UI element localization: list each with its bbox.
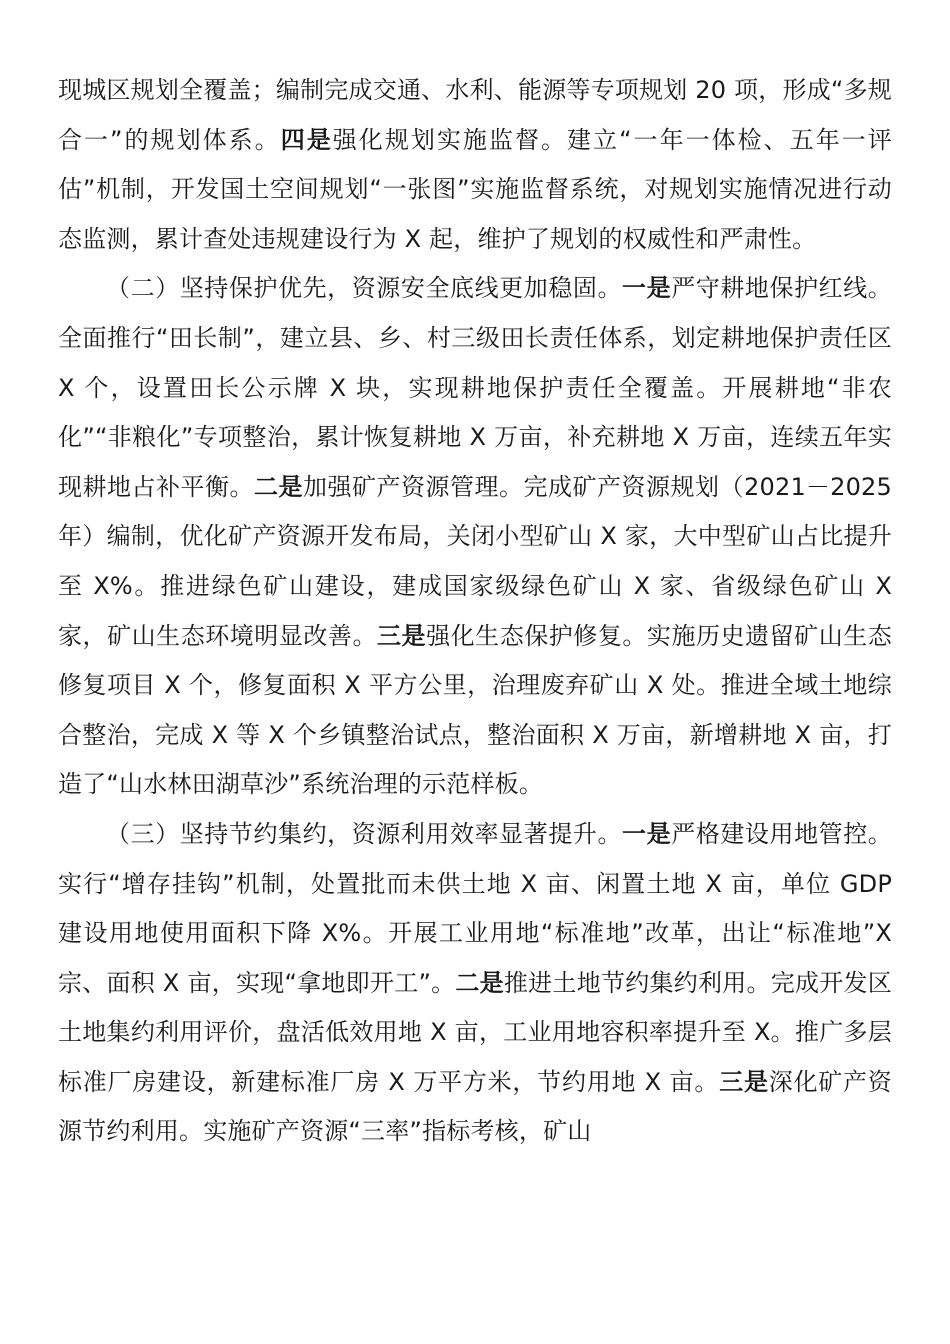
paragraph-planning-continued xyxy=(58,66,892,264)
paragraph-text: 严守耕地保护红线。全面推行“田长制”，建立县、乡、村三级田长责任体系，划定耕地保护责任区 X 个，设置田长公示牌 X 块，实现耕地保护责任全覆盖。开展耕地“非农化”“非粮化”专项整治，累计恢复耕地 X 万亩，补充耕地 X 万亩，连续五年实现耕地占补平衡。 xyxy=(58,274,892,501)
bold-marker-two: 二是 xyxy=(455,968,504,997)
paragraph-text: 强化规划实施监督。建立“一年一体检、五年一评估”机制，开发国土空间规划“一张图”实施监督系统，对规划实施情况进行动态监测，累计查处违规建设行为 X 起，维护了规划的权威性和严肃性。 xyxy=(58,125,892,253)
paragraph-text: 加强矿产资源管理。完成矿产资源规划（2021－2025 年）编制，优化矿产资源开发布局，关闭小型矿山 X 家，大中型矿山占比提升至 X%。推进绿色矿山建设，建成国家级绿色矿山 X 家、省级绿色矿山 X 家，矿山生态环境明显改善。 xyxy=(58,472,893,650)
section-heading-two: （二）坚持保护优先，资源安全底线更加稳固。 xyxy=(106,274,623,303)
paragraph-resource-efficiency xyxy=(58,810,892,1157)
paragraph-resource-protection xyxy=(58,264,892,810)
paragraph-text: 严格建设用地管控。实行“增存挂钩”机制，处置批而未供土地 X 亩、闲置土地 X 亩，单位 GDP 建设用地使用面积下降 X%。开展工业用地“标准地”改革，出让“标准地”X 宗、面积 X 亩，实现“拿地即开工”。 xyxy=(58,819,892,997)
bold-marker-two: 二是 xyxy=(254,472,304,501)
document-body xyxy=(58,66,892,1157)
bold-marker-four: 四是 xyxy=(280,125,333,154)
paragraph-text: 深化矿产资源节约利用。实施矿产资源“三率”指标考核，矿山 xyxy=(58,1067,892,1146)
bold-marker-one: 一是 xyxy=(622,274,672,303)
paragraph-text: 现城区规划全覆盖；编制完成交通、水利、能源等专项规划 20 项，形成“多规合一”的规划体系。 xyxy=(58,76,892,154)
paragraph-text: 强化生态保护修复。实施历史遗留矿山生态修复项目 X 个，修复面积 X 平方公里，治理废弃矿山 X 处。推进全域土地综合整治，完成 X 等 X 个乡镇整治试点，整治面积 X 万亩，新增耕地 X 亩，打造了“山水林田湖草沙”系统治理的示范样板。 xyxy=(58,621,892,799)
bold-marker-three: 三是 xyxy=(719,1067,769,1096)
bold-marker-three: 三是 xyxy=(377,621,427,650)
section-heading-three: （三）坚持节约集约，资源利用效率显著提升。 xyxy=(106,819,623,848)
paragraph-text: 推进土地节约集约利用。完成开发区土地集约利用评价，盘活低效用地 X 亩，工业用地容积率提升至 X。推广多层标准厂房建设，新建标准厂房 X 万平方米，节约用地 X 亩。 xyxy=(58,968,892,1096)
bold-marker-one: 一是 xyxy=(622,819,672,848)
